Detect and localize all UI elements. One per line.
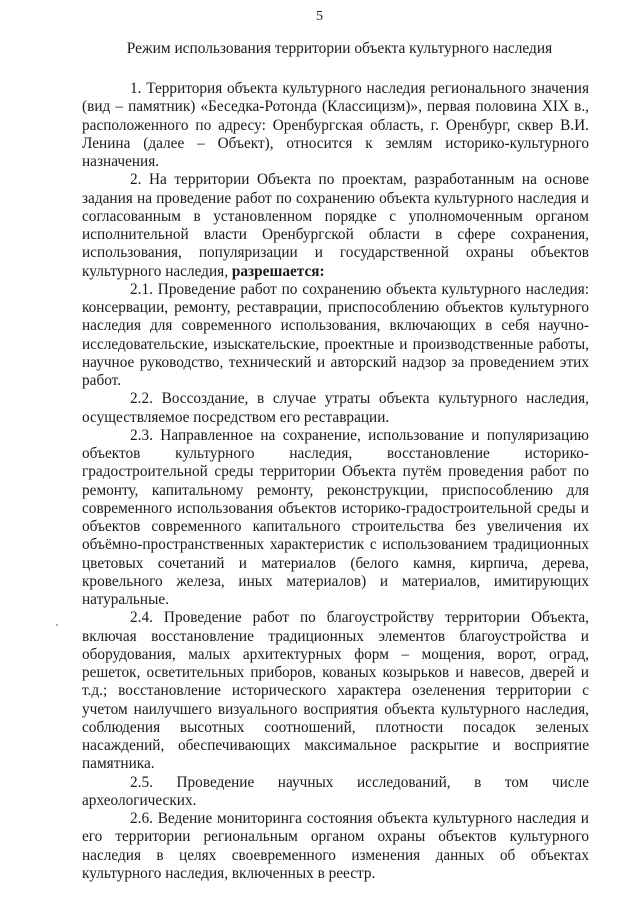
paragraph-2-3-text: 2.3. Направленное на сохранение, использование и популяризацию объектов культурного наследия, восстановление историко-градостроительной среды территории Объекта путём проведения работ по ремонту, капитальному ремонту, реконструкции, приспособлению для современного использования объектов историко-градостроительной среды и объектов современного капитального строительства без увеличения их объёмно-пространственных характеристик с использованием традиционных цветовых сочетаний и материалов (белого камня, кирпича, дерева, кровельного железа, иных материалов) и материалов, имитирующих натуральные. [82, 426, 589, 608]
paragraph-2-4 [82, 609, 589, 773]
paragraph-2-5 [82, 774, 589, 811]
paragraph-2-1 [82, 281, 589, 391]
paragraph-2-2 [82, 390, 589, 427]
paragraph-2-4-text: 2.4. Проведение работ по благоустройству территории Объекта, включая восстановление традиционных элементов благоустройства и оборудования, малых архитектурных форм – мощения, ворот, оград, решеток, осветительных приборов, кованых козырьков и навесов, дверей и т.д.; восстановление исторического характера озеленения территории с учетом наилучшего визуального восприятия объекта культурного наследия, соблюдения высотных соотношений, плотности посадок зеленых насаждений, обеспечивающих максимальное раскрытие и восприятие памятника. [82, 609, 589, 773]
paragraph-2 [82, 171, 589, 281]
paragraph-1 [82, 80, 589, 171]
paragraph-2-2-text: 2.2. Воссоздание, в случае утраты объекта культурного наследия, осуществляемое посредством его реставрации. [82, 390, 589, 426]
paragraph-1-text: 1. Территория объекта культурного наследия регионального значения (вид – памятник) «Беседка-Ротонда (Классицизм)», первая половина XIX в., расположенного по адресу: Оренбургская область, г. Оренбург, сквер В.И. Ленина (далее – Объект), относится к землям историко-культурного назначения. [82, 80, 589, 170]
paragraph-2-5-text: 2.5. Проведение научных исследований, в том числе археологических. [82, 773, 589, 809]
paragraph-2-bold-text: разрешается: [231, 262, 325, 280]
paragraph-2-6-text: 2.6. Ведение мониторинга состояния объекта культурного наследия и его территории региональным органом охраны объектов культурного наследия в целях своевременного изменения данных об объектах культурного наследия, включенных в реестр. [82, 810, 589, 882]
paragraph-2-text: 2. На территории Объекта по проектам, разработанным на основе задания на проведение работ по сохранению объекта культурного наследия и согласованным в установленном порядке с уполномоченным органом исполнительной власти Оренбургской области в сфере сохранения, использования, популяризации и государственной охраны объектов культурного наследия, [82, 171, 589, 280]
document-body [82, 80, 589, 883]
paragraph-2-6 [82, 810, 589, 883]
paragraph-2-1-text: 2.1. Проведение работ по сохранению объекта культурного наследия: консервации, ремонту, реставрации, приспособлению объектов культурного наследия для современного использования, включающих в себя научно-исследовательские, изыскательские, проектные и производственные работы, научное руководство, технический и авторский надзор за проведением этих работ. [82, 280, 589, 389]
page-number: 5 [316, 9, 323, 24]
scan-speck [56, 624, 58, 626]
document-title: Режим использования территории объекта культурного наследия [126, 40, 553, 57]
paragraph-2-3 [82, 427, 589, 610]
